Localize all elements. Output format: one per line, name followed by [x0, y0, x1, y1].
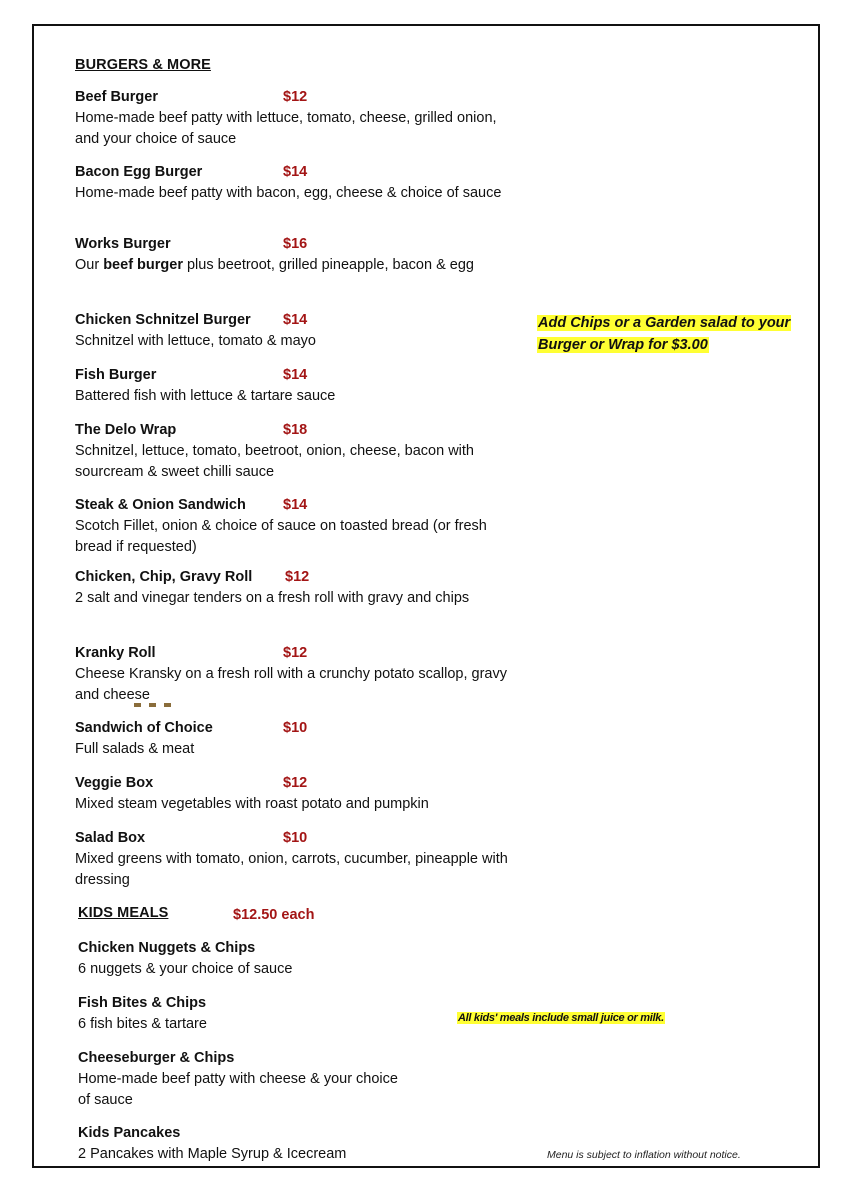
item-description: Schnitzel, lettuce, tomato, beetroot, onion, cheese, bacon with sourcream & sweet chilli sauce [75, 443, 474, 480]
menu-item-fish-burger [75, 365, 515, 407]
item-name: Chicken Nuggets & Chips [78, 940, 256, 956]
item-name: Kranky Roll [75, 645, 156, 661]
item-description: Home-made beef patty with cheese & your choice of sauce [78, 1071, 398, 1108]
item-name: Fish Burger [75, 367, 157, 383]
menu-item-bacon-egg-burger [75, 162, 515, 204]
desc-bold: beef burger [103, 257, 183, 273]
item-price: $18 [283, 422, 308, 438]
item-name: Kids Pancakes [78, 1125, 181, 1141]
item-description: 2 Pancakes with Maple Syrup & Icecream [78, 1146, 347, 1162]
item-description: Mixed greens with tomato, onion, carrots, cucumber, pineapple with dressing [75, 851, 508, 888]
footer-note: Menu is subject to inflation without notice. [547, 1149, 741, 1161]
item-price: $16 [283, 236, 308, 252]
menu-item-works-burger [75, 234, 515, 276]
item-price: $14 [283, 164, 308, 180]
item-description: Home-made beef patty with bacon, egg, cheese & choice of sauce [75, 185, 502, 201]
item-name: Fish Bites & Chips [78, 995, 207, 1011]
item-name: Veggie Box [75, 775, 154, 791]
item-price: $12 [285, 569, 310, 585]
addon-note-line1: Add Chips or a Garden salad to your [538, 315, 791, 331]
item-description: 6 nuggets & your choice of sauce [78, 961, 293, 977]
item-description: 2 salt and vinegar tenders on a fresh roll with gravy and chips [75, 590, 470, 606]
item-description: Schnitzel with lettuce, tomato & mayo [75, 333, 316, 349]
menu-item-sandwich-of-choice [75, 718, 515, 760]
item-description [75, 255, 515, 276]
spellcheck-underline [134, 703, 174, 707]
addon-note-line2: Burger or Wrap for $3.00 [538, 337, 708, 353]
kids-item-fish-bites [78, 993, 518, 1035]
kids-price: $12.50 each [233, 907, 315, 923]
item-price: $12 [283, 89, 308, 105]
item-price: $14 [283, 312, 308, 328]
menu-item-beef-burger [75, 87, 515, 149]
item-price: $14 [283, 497, 308, 513]
menu-item-steak-onion-sandwich [75, 495, 515, 557]
item-price: $10 [283, 720, 308, 736]
item-price: $10 [283, 830, 308, 846]
item-name: Cheeseburger & Chips [78, 1050, 235, 1066]
item-description: Mixed steam vegetables with roast potato and pumpkin [75, 796, 429, 812]
menu-item-chicken-chip-gravy-roll [75, 567, 515, 609]
kids-item-pancakes [78, 1123, 518, 1165]
kids-heading: KIDS MEALS [78, 905, 169, 921]
item-name: Chicken Schnitzel Burger [75, 312, 251, 328]
item-name: Salad Box [75, 830, 146, 846]
menu-item-salad-box [75, 828, 515, 890]
item-description: 6 fish bites & tartare [78, 1016, 207, 1032]
desc-suffix: plus beetroot, grilled pineapple, bacon & egg [182, 257, 474, 273]
addon-note [537, 312, 807, 356]
item-name: Steak & Onion Sandwich [75, 497, 246, 513]
item-name: Chicken, Chip, Gravy Roll [75, 569, 253, 585]
kids-item-nuggets [78, 938, 518, 980]
kids-note-text: All kids' meals include small juice or milk. [458, 1012, 664, 1024]
burgers-heading: BURGERS & MORE [75, 57, 211, 73]
item-price: $12 [283, 645, 308, 661]
desc-prefix: Our [75, 257, 104, 273]
item-price: $12 [283, 775, 308, 791]
item-name: Works Burger [75, 236, 171, 252]
kids-item-cheeseburger [78, 1048, 398, 1110]
menu-item-kranky-roll [75, 643, 515, 705]
item-name: Sandwich of Choice [75, 720, 213, 736]
item-name: Beef Burger [75, 89, 158, 105]
menu-item-veggie-box [75, 773, 515, 815]
item-name: Bacon Egg Burger [75, 164, 203, 180]
item-price: $14 [283, 367, 308, 383]
item-description: Cheese Kransky on a fresh roll with a crunchy potato scallop, gravy and cheese [75, 666, 507, 703]
menu-item-delo-wrap [75, 420, 515, 482]
item-description: Battered fish with lettuce & tartare sauce [75, 388, 336, 404]
item-description: Scotch Fillet, onion & choice of sauce on toasted bread (or fresh bread if requested) [75, 518, 487, 555]
menu-item-chicken-schnitzel-burger [75, 310, 515, 352]
item-description: Home-made beef patty with lettuce, tomato, cheese, grilled onion, and your choice of sauce [75, 110, 497, 147]
item-name: The Delo Wrap [75, 422, 177, 438]
kids-note [457, 1010, 665, 1026]
item-description: Full salads & meat [75, 741, 195, 757]
